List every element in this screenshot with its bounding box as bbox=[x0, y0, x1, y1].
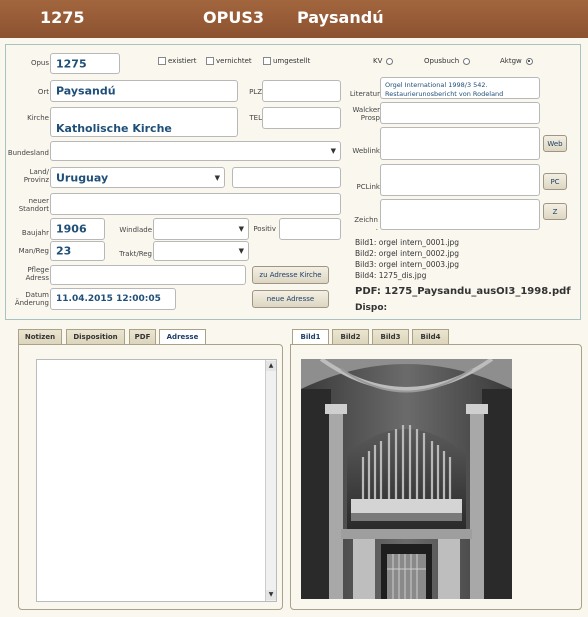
web-button[interactable]: Web bbox=[543, 135, 567, 152]
weblink-label: Weblink bbox=[352, 147, 380, 155]
opus-field[interactable]: 1275 bbox=[50, 53, 120, 74]
pflege-adresse-field[interactable] bbox=[50, 265, 246, 285]
tab-notizen[interactable]: Notizen bbox=[18, 329, 62, 344]
organ-photo-image bbox=[301, 359, 512, 599]
right-tab-row bbox=[292, 329, 462, 344]
bild3-line: Bild3: orgel intern_0003.jpg bbox=[355, 260, 460, 269]
literatur-label: Literatur bbox=[349, 90, 380, 98]
positiv-field[interactable] bbox=[279, 218, 341, 240]
header-opus-number: 1275 bbox=[40, 8, 85, 27]
existiert-checkbox[interactable]: existiert bbox=[158, 57, 197, 65]
opus-label: Opus bbox=[30, 59, 49, 67]
left-tab-row bbox=[18, 329, 258, 344]
neuer-standort-field[interactable] bbox=[50, 193, 341, 215]
organ-form-panel bbox=[5, 44, 581, 320]
positiv-label: Positiv bbox=[253, 225, 276, 233]
plz-label: PLZ bbox=[249, 88, 262, 96]
bild4-line: Bild4: 1275_dis.jpg bbox=[355, 271, 427, 280]
tab-pdf[interactable]: PDF bbox=[129, 329, 156, 344]
chevron-down-icon: ▼ bbox=[214, 173, 220, 182]
man-reg-field[interactable]: 23 bbox=[50, 241, 105, 261]
aktgw-radio[interactable]: Aktgw bbox=[500, 57, 533, 65]
umgestellt-checkbox[interactable]: umgestellt bbox=[263, 57, 310, 65]
baujahr-field[interactable]: 1906 bbox=[50, 218, 105, 240]
tab-bild1[interactable]: Bild1 bbox=[292, 329, 329, 345]
datum-label: Datum Änderung bbox=[14, 291, 49, 307]
tab-disposition[interactable]: Disposition bbox=[66, 329, 125, 344]
dispo-line: Dispo: bbox=[355, 303, 388, 313]
adresse-textarea[interactable] bbox=[36, 359, 277, 602]
pclink-label: PCLink bbox=[356, 183, 380, 191]
ort-field[interactable]: Paysandú bbox=[50, 80, 238, 102]
zu-adresse-kirche-button[interactable]: zu Adresse Kirche bbox=[252, 266, 329, 284]
land-select[interactable]: Uruguay ▼ bbox=[50, 167, 225, 188]
organ-photo bbox=[301, 359, 512, 599]
tab-adresse[interactable]: Adresse bbox=[159, 329, 206, 345]
kv-radio[interactable]: KV bbox=[373, 57, 393, 65]
tel-label: TEL bbox=[249, 114, 262, 122]
weblink-field[interactable] bbox=[380, 127, 540, 160]
pclink-field[interactable] bbox=[380, 164, 540, 196]
ort-label: Ort bbox=[37, 88, 49, 96]
header-place: Paysandú bbox=[297, 8, 384, 27]
pdf-line: PDF: 1275_Paysandu_ausOI3_1998.pdf bbox=[355, 286, 571, 297]
tab-bild4[interactable]: Bild4 bbox=[412, 329, 449, 344]
land-label: Land/ Provinz bbox=[23, 168, 49, 184]
kirche-label: Kirche bbox=[27, 114, 49, 122]
chevron-down-icon: ▼ bbox=[238, 247, 244, 255]
kirche-field[interactable]: Katholische Kirche bbox=[50, 107, 238, 137]
plz-field[interactable] bbox=[262, 80, 341, 102]
pc-button[interactable]: PC bbox=[543, 173, 567, 190]
tab-bild3[interactable]: Bild3 bbox=[372, 329, 409, 344]
provinz-field[interactable] bbox=[232, 167, 341, 188]
neue-adresse-button[interactable]: neue Adresse bbox=[252, 290, 329, 308]
pflege-adresse-label: Pflege Adress bbox=[25, 266, 49, 282]
tel-field[interactable] bbox=[262, 107, 341, 129]
zeichn-field[interactable] bbox=[380, 199, 540, 230]
bild-tab-panel bbox=[290, 344, 582, 610]
bild1-line: Bild1: orgel intern_0001.jpg bbox=[355, 238, 460, 247]
windlade-select[interactable] bbox=[153, 218, 249, 240]
walcker-prosp-field[interactable] bbox=[380, 102, 540, 124]
chevron-down-icon: ▼ bbox=[330, 147, 336, 155]
windlade-label: Windlade bbox=[119, 226, 152, 234]
scroll-up-icon[interactable]: ▲ bbox=[266, 361, 276, 371]
zeichn-label: Zeichn . bbox=[354, 216, 378, 232]
literatur-field[interactable]: Orgel International 1998/3 542. Restaurierunosbericht von Rodeland bbox=[380, 77, 540, 99]
opusbuch-radio[interactable]: Opusbuch bbox=[424, 57, 470, 65]
datum-field[interactable]: 11.04.2015 12:00:05 bbox=[50, 288, 176, 310]
bundesland-select[interactable] bbox=[50, 141, 341, 161]
vertical-scrollbar[interactable] bbox=[265, 360, 276, 601]
man-reg-label: Man/Reg bbox=[18, 247, 49, 255]
adresse-tab-panel bbox=[18, 344, 283, 610]
baujahr-label: Baujahr bbox=[21, 229, 49, 237]
title-bar bbox=[0, 0, 588, 38]
trakt-reg-select[interactable] bbox=[153, 241, 249, 261]
scroll-down-icon[interactable]: ▼ bbox=[266, 590, 276, 600]
bundesland-label: Bundesland bbox=[7, 149, 49, 157]
walcker-prosp-label: Walcker Prosp bbox=[352, 106, 380, 122]
vernichtet-checkbox[interactable]: vernichtet bbox=[206, 57, 252, 65]
header-opus-label: OPUS3 bbox=[203, 8, 264, 27]
neuer-standort-label: neuer Standort bbox=[18, 197, 49, 213]
trakt-reg-label: Trakt/Reg bbox=[119, 250, 152, 258]
z-button[interactable]: Z bbox=[543, 203, 567, 220]
chevron-down-icon: ▼ bbox=[238, 225, 244, 233]
bild2-line: Bild2: orgel intern_0002.jpg bbox=[355, 249, 460, 258]
tab-bild2[interactable]: Bild2 bbox=[332, 329, 369, 344]
